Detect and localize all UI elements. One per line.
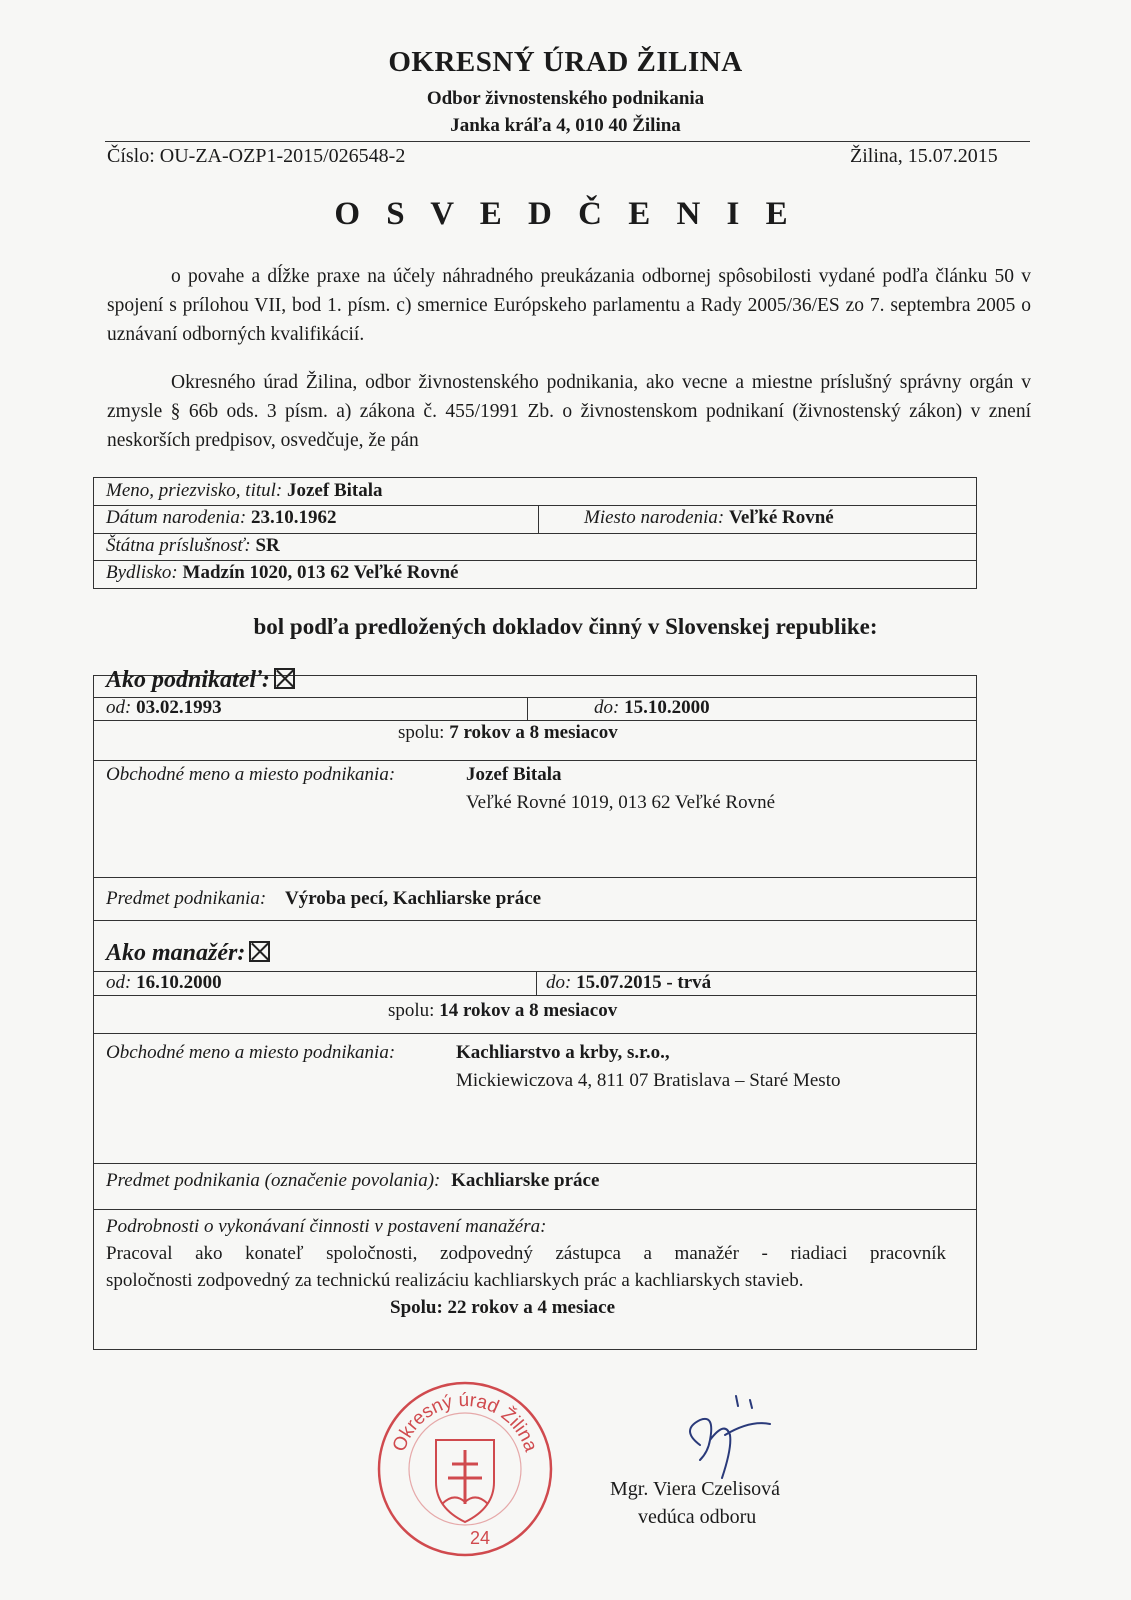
header-divider (105, 141, 1030, 142)
from-label: od: (106, 972, 132, 993)
signature-icon (670, 1390, 790, 1480)
checked-box-icon (274, 668, 295, 689)
double-cross-icon (448, 1450, 482, 1504)
person-name: Jozef Bitala (287, 480, 383, 501)
table-divider (94, 1033, 976, 1034)
table-divider (94, 560, 976, 561)
residence-row (106, 562, 459, 584)
table-divider (94, 533, 976, 534)
intro-paragraph: o povahe a dĺžke praxe na účely náhradného preukázania odbornej spôsobilosti vydané podľa článku 50 v spojení s prílohou VII, bod 1. písm. c) smernice Európskeho parlamentu a Rady 2005/36/ES zo 7. septembra 2005 o uznávaní odborných kvalifikácií. (107, 266, 1031, 345)
entrepreneur-business-label: Obchodné meno a miesto podnikania: (106, 764, 396, 785)
entrepreneur-to-row (594, 697, 710, 719)
entrepreneur-business-address: Veľké Rovné 1019, 013 62 Veľké Rovné (466, 792, 776, 813)
department-name: Odbor živnostenského podnikania (426, 88, 705, 109)
birthdate-label: Dátum narodenia: (106, 507, 247, 528)
total-label: spolu: (398, 722, 445, 743)
total-label: spolu: (388, 1000, 435, 1021)
manager-details-line1: Pracoval ako konateľ spoločnosti, zodpovedný zástupca a manažér - riadiaci pracovník (106, 1243, 946, 1264)
entrepreneur-total-row (398, 722, 618, 744)
manager-details-line2: spoločnosti zodpovedný za technickú realizáciu kachliarskych prác a kachliarskych stavieb. (106, 1270, 804, 1291)
table-divider (536, 971, 537, 995)
entrepreneur-from-row (106, 697, 222, 719)
table-divider (94, 760, 976, 761)
signatory-role: vedúca odboru (638, 1506, 757, 1528)
office-address: Janka kráľa 4, 010 40 Žilina (450, 115, 681, 136)
subject-label: Predmet podnikania: (106, 888, 267, 909)
manager-total-row (388, 1000, 617, 1022)
table-divider (94, 720, 976, 721)
from-label: od: (106, 697, 132, 718)
manager-heading (106, 940, 270, 967)
table-divider (538, 505, 539, 533)
entrepreneur-heading (106, 667, 295, 694)
table-divider (94, 995, 976, 996)
manager-heading-label: Ako manažér: (106, 940, 246, 966)
table-divider (94, 697, 976, 698)
checked-box-icon (249, 941, 270, 962)
entrepreneur-heading-label: Ako podnikateľ: (106, 667, 270, 693)
entrepreneur-from: 03.02.1993 (136, 697, 222, 718)
reference-number: Číslo: OU-ZA-OZP1-2015/026548-2 (107, 145, 406, 167)
birthdate-value: 23.10.1962 (250, 507, 337, 528)
manager-business-address: Mickiewiczova 4, 811 07 Bratislava – Staré Mesto (456, 1070, 841, 1091)
entrepreneur-business-name: Jozef Bitala (466, 764, 562, 785)
residence-value: Madzín 1020, 013 62 Veľké Rovné (182, 562, 459, 583)
person-table (93, 477, 977, 589)
citizenship-value: SR (255, 535, 280, 556)
manager-subject-row (106, 1170, 599, 1192)
office-name: OKRESNÝ ÚRAD ŽILINA (388, 46, 743, 78)
manager-business-name: Kachliarstvo a krby, s.r.o., (456, 1042, 670, 1063)
official-stamp (376, 1380, 554, 1558)
manager-subject: Kachliarske práce (451, 1170, 600, 1191)
subject-label: Predmet podnikania (označenie povolania): (106, 1170, 441, 1191)
to-label: do: (546, 972, 572, 993)
name-label: Meno, priezvisko, titul: (106, 480, 283, 501)
table-divider (94, 1163, 976, 1164)
table-divider (94, 505, 976, 506)
manager-from: 16.10.2000 (136, 972, 222, 993)
table-divider (94, 877, 976, 878)
place-date: Žilina, 15.07.2015 (850, 145, 998, 167)
document-title: O S V E D Č E N I E (334, 196, 797, 232)
manager-details-label: Podrobnosti o vykonávaní činnosti v postavení manažéra: (106, 1216, 547, 1237)
activity-table (93, 667, 977, 1350)
manager-business-label: Obchodné meno a miesto podnikania: (106, 1042, 396, 1063)
entrepreneur-subject-row (106, 888, 541, 910)
manager-from-row (106, 972, 222, 994)
entrepreneur-to: 15.10.2000 (624, 697, 710, 718)
stamp-number: 24 (469, 1528, 491, 1548)
entrepreneur-subject: Výroba pecí, Kachliarske práce (284, 888, 542, 909)
citizenship-label: Štátna príslušnosť: (106, 535, 251, 556)
manager-total: 14 rokov a 8 mesiacov (439, 1000, 618, 1021)
citizenship-row (106, 535, 280, 557)
name-row (106, 480, 383, 502)
table-divider (94, 920, 976, 921)
table-divider (94, 1209, 976, 1210)
manager-to-row (546, 972, 711, 994)
stamp-text: Okresný úrad Žilina (388, 1389, 542, 1455)
entrepreneur-total: 7 rokov a 8 mesiacov (449, 722, 618, 743)
authority-paragraph: Okresného úrad Žilina, odbor živnostenského podnikania, ako vecne a miestne príslušný správny orgán v zmysle § 66b ods. 3 písm. a) zákona č. 455/1991 Zb. o živnostenskom podnikaní (živnostenský zákon) v znení neskorších predpisov, osvedčuje, že pán (107, 372, 1031, 451)
to-label: do: (594, 697, 620, 718)
birthplace-row (584, 507, 834, 529)
birthplace-value: Veľké Rovné (728, 507, 834, 528)
table-divider (527, 697, 528, 720)
birthdate-row (106, 507, 336, 529)
signatory-name: Mgr. Viera Czelisová (610, 1478, 781, 1500)
table-divider (94, 971, 976, 972)
residence-label: Bydlisko: (106, 562, 178, 583)
activity-statement: bol podľa predložených dokladov činný v Slovenskej republike: (253, 614, 878, 639)
birthplace-label: Miesto narodenia: (584, 507, 725, 528)
manager-to: 15.07.2015 - trvá (576, 972, 712, 993)
grand-total: Spolu: 22 rokov a 4 mesiace (390, 1297, 616, 1318)
